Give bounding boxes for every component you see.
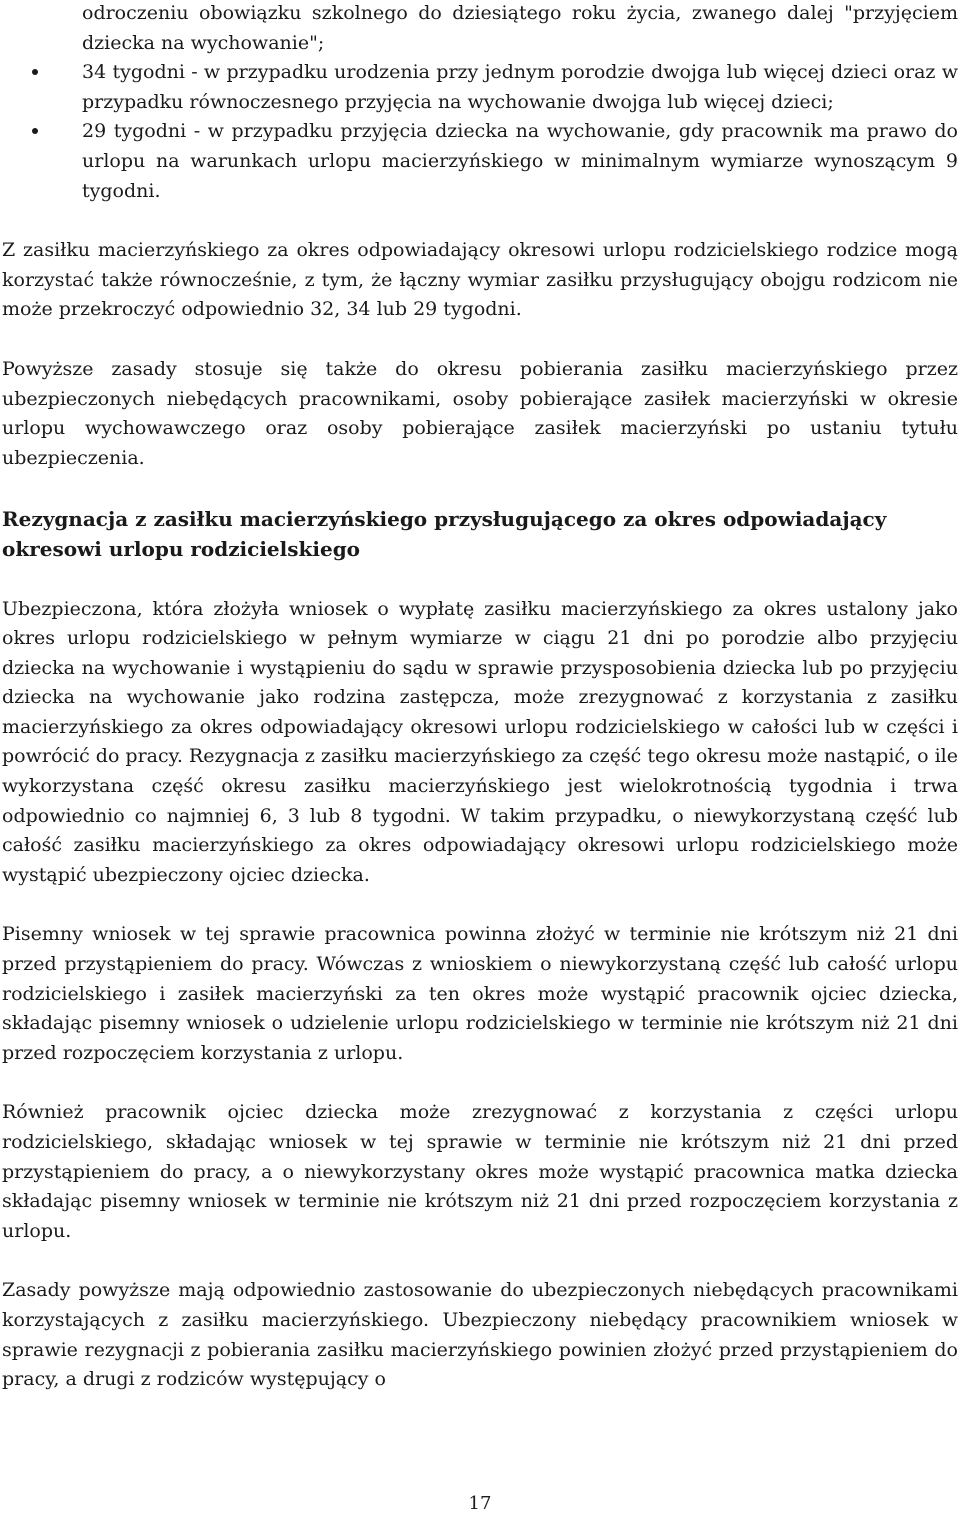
paragraph-father-resignation: Również pracownik ojciec dziecka może zrezygnować z korzystania z części urlopu rodzicielskiego, składając wniosek w tej sprawie w terminie nie krótszym niż 21 dni przed przystąpieniem do pracy, a o niewykorzystany okres może wystąpić pracownica matka dziecka składając pisemny wniosek w terminie nie krótszym niż 21 dni przed rozpoczęciem korzystania z urlopu. bbox=[2, 1101, 958, 1242]
bullet-icon bbox=[32, 69, 38, 75]
bullet-text: 34 tygodni - w przypadku urodzenia przy jednym porodzie dwojga lub więcej dzieci oraz w przypadku równoczesnego przyjęcia na wychowanie dwojga lub więcej dzieci; bbox=[82, 61, 958, 113]
intro-line: odroczeniu obowiązku szkolnego do dziesiątego roku życia, zwanego dalej "przyjęciem dziecka na wychowanie"; bbox=[82, 2, 958, 54]
bullet-icon bbox=[32, 128, 38, 134]
bullet-text: 29 tygodni - w przypadku przyjęcia dziecka na wychowanie, gdy pracownik ma prawo do urlopu na warunkach urlopu macierzyńskiego w minimalnym wymiarze wynoszącym 9 tygodni. bbox=[82, 120, 958, 202]
page-number: 17 bbox=[468, 1493, 492, 1514]
paragraph-resignation: Ubezpieczona, która złożyła wniosek o wypłatę zasiłku macierzyńskiego za okres ustalony jako okres urlopu rodzicielskiego w pełnym wymiarze w ciągu 21 dni po porodzie albo przyjęciu dziecka na wychowanie i wystąpieniu do sądu w sprawie przysposobienia dziecka lub po przyjęciu dziecka na wychowanie jako rodzina zastępcza, może zrezygnować z korzystania z zasiłku macierzyńskiego za okres odpowiadający okresowi urlopu rodzicielskiego w całości lub w części i powrócić do pracy. Rezygnacja z zasiłku macierzyńskiego za część tego okresu może nastąpić, o ile wykorzystana część okresu zasiłku macierzyńskiego jest wielokrotnością tygodnia i trwa odpowiednio co najmniej 6, 3 lub 8 tygodni. W takim przypadku, o niewykorzystaną część lub całość zasiłku macierzyńskiego za okres odpowiadający okresowi urlopu rodzicielskiego może wystąpić ubezpieczony ojciec dziecka. bbox=[2, 597, 959, 886]
bullet-list bbox=[2, 58, 958, 206]
section-heading: Rezygnacja z zasiłku macierzyńskiego przysługującego za okres odpowiadający okresowi urlopu rodzicielskiego bbox=[2, 507, 887, 561]
paragraph-written-request: Pisemny wniosek w tej sprawie pracownica powinna złożyć w terminie nie krótszym niż 21 dni przed przystąpieniem do pracy. Wówczas z wnioskiem o niewykorzystaną część lub całość urlopu rodzicielskiego i zasiłek macierzyński za ten okres może wystąpić pracownik ojciec dziecka, składając pisemny wniosek o udzielenie urlopu rodzicielskiego w terminie nie krótszym niż 21 dni przed rozpoczęciem korzystania z urlopu. bbox=[2, 923, 958, 1064]
list-item bbox=[2, 58, 958, 117]
paragraph-parents-simultaneous: Z zasiłku macierzyńskiego za okres odpowiadający okresowi urlopu rodzicielskiego rodzice mogą korzystać także równocześnie, z tym, że łączny wymiar zasiłku przysługujący obojgu rodzicom nie może przekroczyć odpowiednio 32, 34 lub 29 tygodni. bbox=[2, 239, 958, 321]
paragraph-rules-apply: Powyższe zasady stosuje się także do okresu pobierania zasiłku macierzyńskiego przez ubezpieczonych niebędących pracownikami, osoby pobierające zasiłek macierzyński w okresie urlopu wychowawczego oraz osoby pobierające zasiłek macierzyński po ustaniu tytułu ubezpieczenia. bbox=[2, 357, 958, 469]
paragraph-non-employees: Zasady powyższe mają odpowiednio zastosowanie do ubezpieczonych niebędących pracownikami korzystających z zasiłku macierzyńskiego. Ubezpieczony niebędący pracownikiem wniosek w sprawie rezygnacji z pobierania zasiłku macierzyńskiego powinien złożyć przed przystąpieniem do pracy, a drugi z rodziców występujący o bbox=[2, 1279, 958, 1391]
list-item bbox=[2, 117, 958, 206]
